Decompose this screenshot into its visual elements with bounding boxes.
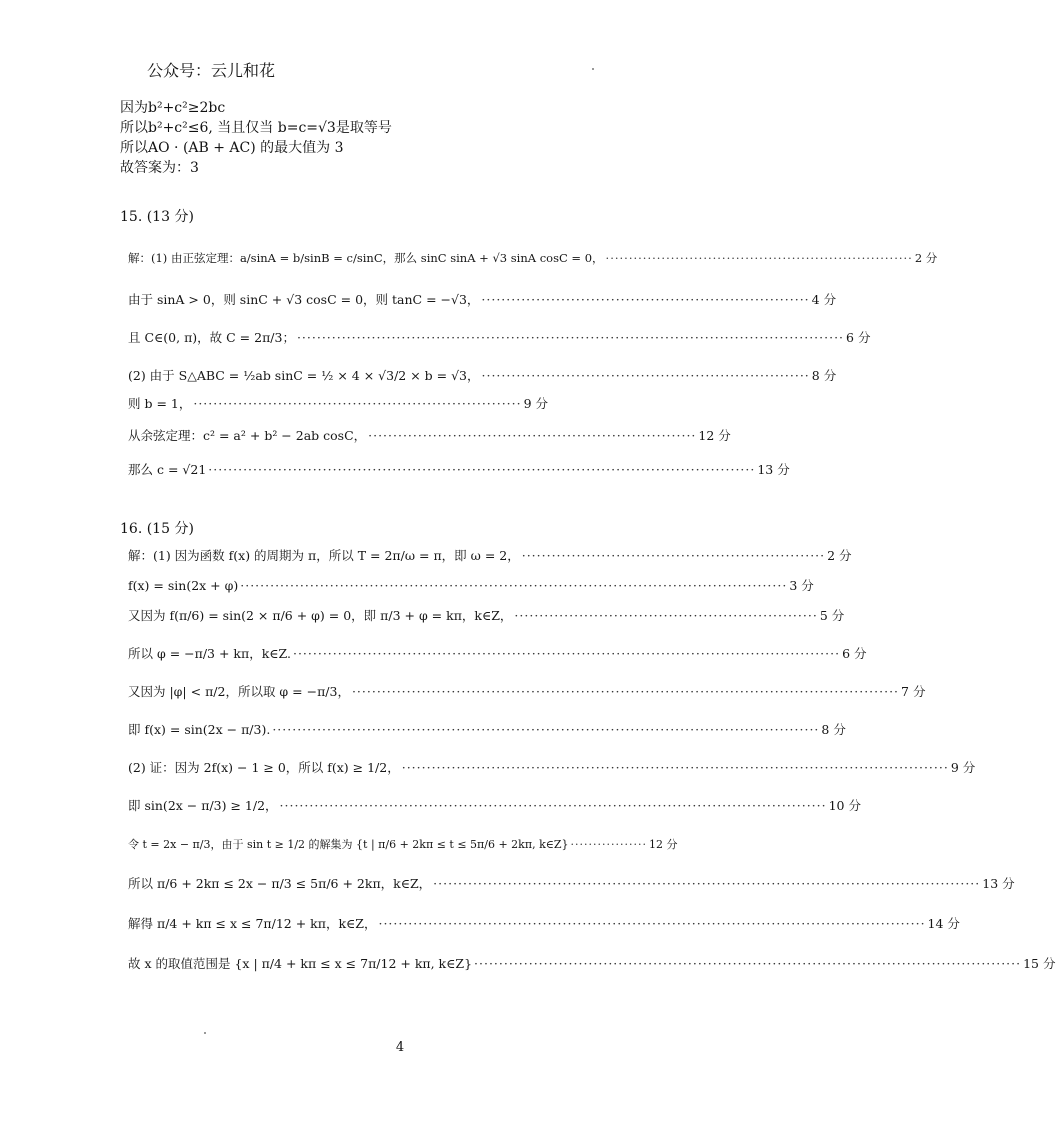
solution-line: f(x) = sin(2x + φ) ·············································································································· 3 分 — [128, 577, 814, 593]
scan-speck — [204, 1032, 206, 1034]
intro-line: 所以b²+c²≤6, 当且仅当 b=c=√3是取等号 — [120, 120, 392, 136]
solution-line: 解：(1) 因为函数 f(x) 的周期为 π，所以 T = 2π/ω = π，即 ω = 2， ····························································· 2 分 — [128, 547, 852, 563]
solution-line: 所以 φ = −π/3 + kπ，k∈Z. ·············································································································· 6 分 — [128, 645, 867, 661]
page-number: 4 — [395, 1040, 405, 1055]
solution-line: 即 sin(2x − π/3) ≥ 1/2， ·············································································································· 10 分 — [128, 797, 861, 813]
solution-line: 那么 c = √21 ·············································································································· 13 分 — [128, 461, 790, 477]
q16-solution-scan — [128, 540, 1056, 980]
intro-line: 因为b²+c²≥2bc — [120, 100, 226, 116]
q16-title: 16. (15 分) — [120, 521, 194, 537]
header-watermark-text: 公众号：云儿和花 — [147, 61, 276, 80]
solution-line: 令 t = 2x − π/3，由于 sin t ≥ 1/2 的解集为 {t | π/6 + 2kπ ≤ t ≤ 5π/6 + 2kπ, k∈Z} ················· 12 分 — [128, 837, 678, 851]
solution-line: (2) 由于 S△ABC = ½ab sinC = ½ × 4 × √3/2 × b = √3， ·································································· 8 分 — [128, 367, 837, 383]
solution-line: 故 x 的取值范围是 {x | π/4 + kπ ≤ x ≤ 7π/12 + kπ, k∈Z} ·············································································································· 15 分 — [128, 955, 1056, 971]
solution-line: 所以 π/6 + 2kπ ≤ 2x − π/3 ≤ 5π/6 + 2kπ，k∈Z， ·············································································································· 13 分 — [128, 875, 1015, 891]
solution-line: 又因为 |φ| < π/2，所以取 φ = −π/3， ·············································································································· 7 分 — [128, 683, 926, 699]
solution-line: 且 C∈(0, π)，故 C = 2π/3； ·············································································································· 6 分 — [128, 329, 871, 345]
scan-speck — [592, 68, 594, 70]
solution-line: 由于 sinA > 0，则 sinC + √3 cosC = 0，则 tanC = −√3， ·································································· 4 分 — [128, 291, 837, 307]
solution-line: (2) 证：因为 2f(x) − 1 ≥ 0，所以 f(x) ≥ 1/2， ·············································································································· 9 分 — [128, 759, 976, 775]
solution-line: 则 b = 1， ·································································· 9 分 — [128, 395, 549, 411]
q15-solution-scan — [128, 240, 938, 480]
solution-line: 解：(1) 由正弦定理：a/sinA = b/sinB = c/sinC，那么 sinC sinA + √3 sinA cosC = 0， ·································································· 2 分 — [128, 251, 938, 265]
intro-line: 所以AO · (AB + AC) 的最大值为 3 — [120, 140, 344, 156]
solution-line: 从余弦定理：c² = a² + b² − 2ab cosC， ·································································· 12 分 — [128, 427, 731, 443]
intro-answer-block — [120, 98, 392, 178]
solution-line: 即 f(x) = sin(2x − π/3). ·············································································································· 8 分 — [128, 721, 846, 737]
intro-line: 故答案为：3 — [120, 160, 199, 176]
q15-title: 15. (13 分) — [120, 209, 194, 225]
solution-line: 又因为 f(π/6) = sin(2 × π/6 + φ) = 0，即 π/3 + φ = kπ，k∈Z， ····························································· 5 分 — [128, 607, 845, 623]
solution-line: 解得 π/4 + kπ ≤ x ≤ 7π/12 + kπ，k∈Z， ·············································································································· 14 分 — [128, 915, 960, 931]
